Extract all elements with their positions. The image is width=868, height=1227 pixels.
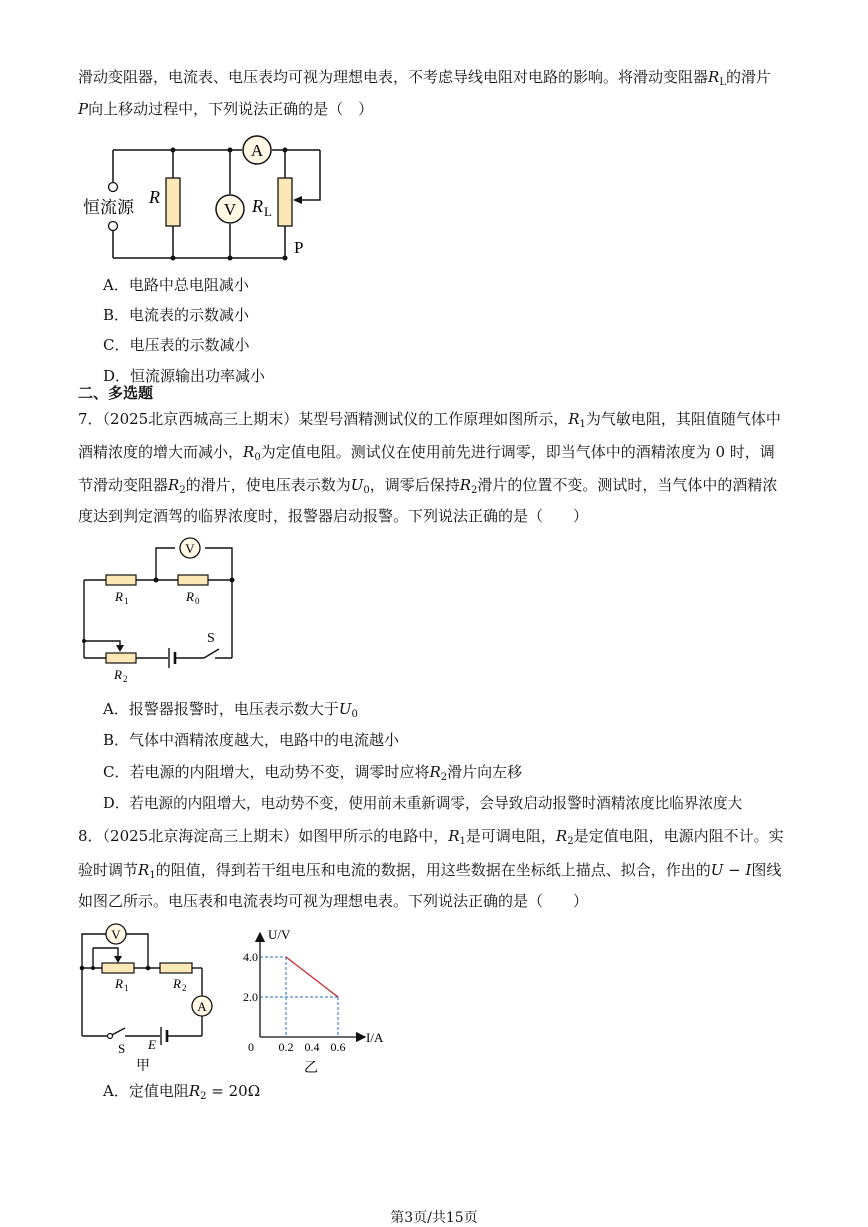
xtick-label: 0.6: [330, 1040, 346, 1054]
svg-text:A: A: [250, 141, 264, 160]
section-heading: 二、多选题: [78, 384, 154, 402]
svg-text:2: 2: [182, 983, 187, 993]
q7-text-line4: 度达到判定酒驾的临界浓度时，报警器启动报警。下列说法正确的是（ ）: [78, 507, 589, 525]
svg-text:1: 1: [124, 983, 129, 993]
q6-option-a[interactable]: A．电路中总电阻减小: [103, 276, 249, 294]
svg-text:2: 2: [123, 674, 128, 684]
q6-circuit-diagram: [80, 130, 340, 265]
svg-text:R: R: [186, 589, 194, 604]
svg-text:R: R: [252, 196, 263, 216]
svg-text:A: A: [197, 999, 207, 1014]
q6-text-line2: P向上移动过程中，下列说法正确的是（ ）: [78, 100, 374, 118]
xtick-label: 0.2: [278, 1040, 294, 1054]
q8-circuit-jia: [78, 920, 218, 1075]
q8-option-a[interactable]: A．定值电阻$R_2 = 20\Omega$: [103, 1082, 261, 1102]
ui-curve: [286, 957, 338, 997]
svg-text:L: L: [264, 204, 272, 219]
svg-text:R: R: [173, 976, 181, 991]
q6-text-line1: 滑动变阻器，电流表、电压表均可视为理想电表，不考虑导线电阻对电路的影响。将滑动变阻器$R_L$的滑片: [78, 68, 771, 88]
svg-text:R: R: [115, 589, 123, 604]
q7-option-d[interactable]: D．若电源的内阻增大，电动势不变，使用前未重新调零，会导致启动报警时酒精浓度比临界浓度大: [103, 795, 743, 812]
q7-option-b[interactable]: B．气体中酒精浓度越大，电路中的电流越小: [103, 731, 400, 749]
q7-text-line3: 节滑动变阻器$R_2$的滑片，使电压表示数为$U_0$，调零后保持$R_2$滑片的位置不变。测试时，当气体中的酒精浓: [78, 476, 778, 496]
svg-text:R: R: [115, 976, 123, 991]
q8-text-line3: 如图乙所示。电压表和电流表均可视为理想电表。下列说法正确的是（ ）: [78, 892, 589, 910]
svg-text:0: 0: [195, 596, 200, 606]
y-axis-label: U/V: [268, 927, 291, 942]
resistor-r1: [106, 575, 136, 585]
xtick-label: 0.4: [304, 1040, 320, 1054]
q7-option-a[interactable]: A．报警器报警时，电压表示数大于$U_0$: [103, 700, 358, 720]
figure-caption: 乙: [304, 1061, 318, 1076]
origin-label: 0: [248, 1040, 254, 1054]
resistor-r: [166, 178, 180, 226]
q8-text-line1: 8．（2025北京海淀高三上期末）如图甲所示的电路中，$R_1$是可调电阻，$R_2$是定值电阻，电源内阻不计。实: [78, 827, 784, 847]
slider-arrow-icon: [293, 196, 302, 204]
q8-text-line2: 验时调节$R_1$的阻值，得到若干组电压和电流的数据，用这些数据在坐标纸上描点、拟合，作出的U − I图线: [78, 861, 782, 881]
svg-text:V: V: [111, 927, 121, 942]
svg-text:1: 1: [124, 596, 129, 606]
slider-arrow-icon: [114, 956, 122, 963]
svg-text:V: V: [223, 200, 237, 219]
source-label: 恒流源: [83, 198, 134, 217]
svg-text:S: S: [118, 1041, 126, 1056]
q7-text-line2: 酒精浓度的增大而减小，$R_0$为定值电阻。测试仪在使用前先进行调零，即当气体中的酒精浓度为 0 时，调: [78, 443, 775, 463]
svg-text:V: V: [185, 541, 195, 556]
terminal-top: [109, 183, 118, 192]
q6-option-c[interactable]: C．电压表的示数减小: [103, 336, 250, 354]
resistor-r2: [160, 963, 192, 973]
resistor-rl: [278, 178, 292, 226]
ytick-label: 4.0: [243, 950, 258, 964]
q7-text-line1: 7．（2025北京西城高三上期末）某型号酒精测试仪的工作原理如图所示，$R_1$为气敏电阻，其阻值随气体中: [78, 410, 781, 430]
svg-text:P: P: [294, 238, 304, 257]
resistor-r2: [106, 653, 136, 663]
page-footer: 第3页/共15页: [390, 1210, 478, 1226]
svg-text:R: R: [114, 667, 122, 682]
q7-circuit-diagram: [78, 535, 243, 685]
resistor-r1: [102, 963, 134, 973]
resistor-r0: [178, 575, 208, 585]
q6-option-b[interactable]: B．电流表的示数减小: [103, 306, 250, 324]
svg-text:甲: 甲: [136, 1059, 150, 1074]
x-axis-label: I/A: [366, 1030, 384, 1045]
q6-option-d[interactable]: D．恒流源输出功率减小: [103, 367, 266, 385]
ytick-label: 2.0: [243, 990, 258, 1004]
q8-ui-graph: [240, 925, 390, 1075]
svg-text:E: E: [148, 1037, 156, 1052]
q7-option-c[interactable]: C．若电源的内阻增大，电动势不变，调零时应将$R_2$滑片向左移: [103, 763, 523, 783]
terminal-bottom: [109, 222, 118, 231]
slider-arrow-icon: [116, 645, 124, 652]
svg-text:S: S: [207, 631, 215, 646]
svg-text:R: R: [149, 187, 160, 207]
